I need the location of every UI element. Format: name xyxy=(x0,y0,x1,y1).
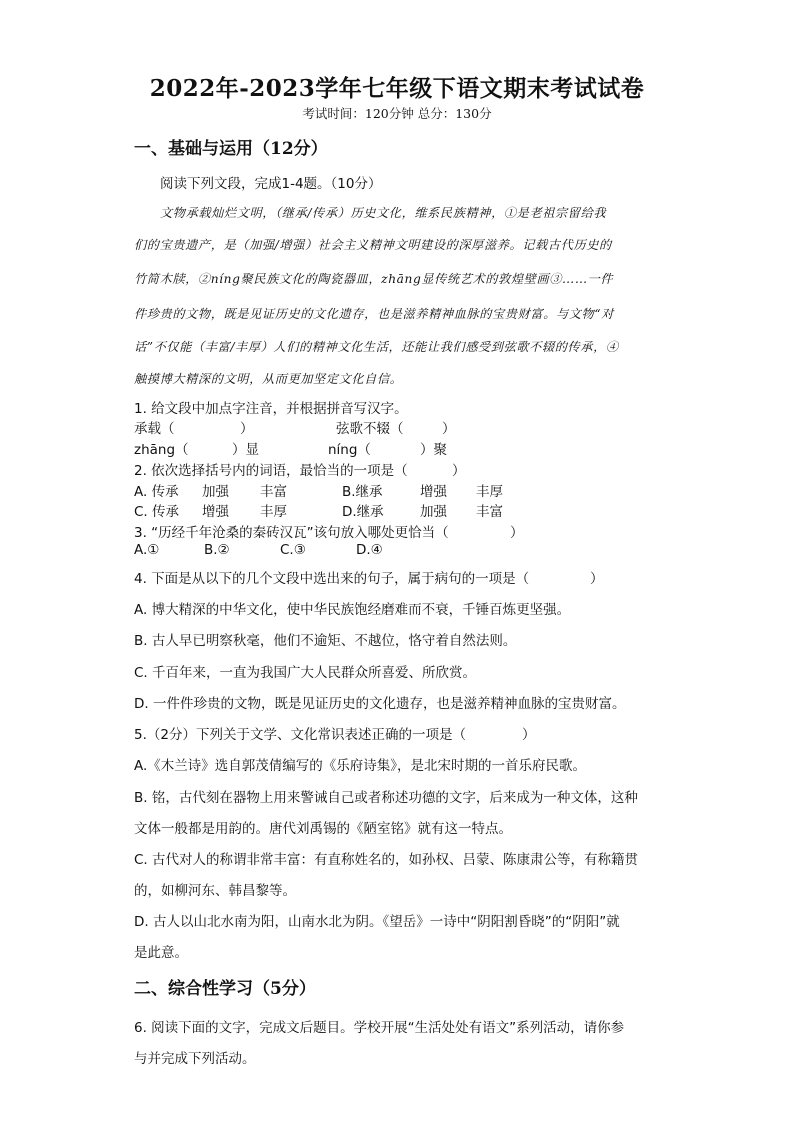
q5-option-c-line2: 的，如柳河东、韩昌黎等。 xyxy=(134,883,296,899)
q1-item-d: níng（ xyxy=(328,442,371,458)
q2-option-a-word3: 丰富 xyxy=(260,484,287,500)
question-2-stem: 2. 依次选择括号内的词语，最恰当的一项是（ xyxy=(134,463,408,479)
q1-item-c: zhāng（ xyxy=(134,442,189,458)
passage-line: 触摸博大精深的文明，从而更加坚定文化自信。 xyxy=(134,372,403,386)
q1-item-d-close: ）聚 xyxy=(420,442,447,458)
q2-option-c-word2: 增强 xyxy=(202,504,229,520)
q5-option-b-line1: B. 铭，古代刻在器物上用来警诫自己或者称述功德的文字，后来成为一种文体，这种 xyxy=(134,790,638,806)
q3-option-b: B.② xyxy=(204,542,230,558)
q5-option-a: A.《木兰诗》选自郭茂倩编写的《乐府诗集》，是北宋时期的一首乐府民歌。 xyxy=(134,758,587,774)
passage-line: 文物承载灿烂文明，（继承/传承）历史文化，维系民族精神，①是老祖宗留给我 xyxy=(160,206,607,220)
question-2-stem-close: ） xyxy=(452,463,466,479)
q4-option-b: B. 古人早已明察秋毫，他们不逾矩、不越位，恪守着自然法则。 xyxy=(134,633,517,649)
q4-option-c: C. 千百年来，一直为我国广大人民群众所喜爱、所欣赏。 xyxy=(134,665,477,681)
q1-item-b-close: ） xyxy=(442,421,456,437)
q5-option-c-line1: C. 古代对人的称谓非常丰富：有直称姓名的，如孙权、吕蒙、陈康肃公等，有称籍贯 xyxy=(134,852,639,868)
passage-line: 竹简木牍，②níng聚民族文化的陶瓷器皿，zhāng显传统艺术的敦煌壁画③……一件 xyxy=(134,272,614,286)
q1-item-b: 弦歌不辍（ xyxy=(336,421,404,437)
q2-option-d-word3: 丰富 xyxy=(476,504,503,520)
q2-option-b-word3: 丰厚 xyxy=(476,484,503,500)
exam-subtitle: 考试时间：120分钟 总分：130分 xyxy=(302,106,492,121)
q1-item-a: 承载（ xyxy=(134,421,175,437)
question-5-stem: 5.（2分）下列关于文学、文化常识表述正确的一项是（ xyxy=(134,727,466,743)
q2-option-c-word3: 丰厚 xyxy=(260,504,287,520)
q2-option-c: C. 传承 xyxy=(134,504,180,520)
question-6-line1: 6. 阅读下面的文字，完成文后题目。学校开展“生活处处有语文”系列活动，请你参 xyxy=(134,1020,625,1036)
q2-option-d-word2: 加强 xyxy=(420,504,447,520)
exam-title: 2022年-2023学年七年级下语文期末考试试卷 xyxy=(149,75,645,102)
question-4-stem: 4. 下面是从以下的几个文段中选出来的句子，属于病句的一项是（ xyxy=(134,571,530,587)
q2-option-a: A. 传承 xyxy=(134,484,179,500)
section-1-heading: 一、基础与运用（12分） xyxy=(134,139,328,159)
q5-option-d-line1: D. 古人以山北水南为阳，山南水北为阴。《望岳》一诗中“阴阳割昏晓”的“阴阳”就 xyxy=(134,914,620,930)
passage-line: 话”不仅能（丰富/丰厚）人们的精神文化生活，还能让我们感受到弦歌不辍的传承，④ xyxy=(134,340,619,354)
question-5-stem-close: ） xyxy=(522,727,536,743)
q4-option-d: D. 一件件珍贵的文物，既是见证历史的文化遗存，也是滋养精神血脉的宝贵财富。 xyxy=(134,696,626,712)
q4-option-a: A. 博大精深的中华文化，使中华民族饱经磨难而不衰，千锤百炼更坚强。 xyxy=(134,602,571,618)
q2-option-b: B.继承 xyxy=(342,484,383,500)
q2-option-a-word2: 加强 xyxy=(202,484,229,500)
question-3-stem-close: ） xyxy=(510,525,524,541)
q5-option-d-line2: 是此意。 xyxy=(134,945,188,961)
question-1-stem: 1. 给文段中加点字注音，并根据拼音写汉字。 xyxy=(134,401,408,417)
section-1-intro: 阅读下列文段，完成1-4题。（10分） xyxy=(160,176,382,192)
question-6-line2: 与并完成下列活动。 xyxy=(134,1051,256,1067)
q5-option-b-line2: 文体一般都是用韵的。唐代刘禹锡的《陋室铭》就有这一特点。 xyxy=(134,821,512,837)
q3-option-d: D.④ xyxy=(356,542,383,558)
q3-option-a: A.① xyxy=(134,542,160,558)
section-2-heading: 二、综合性学习（5分） xyxy=(134,979,316,999)
question-4-stem-close: ） xyxy=(590,571,604,587)
question-3-stem: 3. “历经千年沧桑的秦砖汉瓦”该句放入哪处更恰当（ xyxy=(134,525,449,541)
passage-line: 件珍贵的文物，既是见证历史的文化遗存，也是滋养精神血脉的宝贵财富。与文物“对 xyxy=(134,307,614,321)
q2-option-b-word2: 增强 xyxy=(420,484,447,500)
q1-item-c-close: ）显 xyxy=(232,442,259,458)
passage-line: 们的宝贵遗产，是（加强/增强）社会主义精神文明建设的深厚滋养。记载古代历史的 xyxy=(134,238,612,252)
q1-item-a-close: ） xyxy=(240,421,254,437)
q2-option-d: D.继承 xyxy=(342,504,384,520)
q3-option-c: C.③ xyxy=(280,542,306,558)
